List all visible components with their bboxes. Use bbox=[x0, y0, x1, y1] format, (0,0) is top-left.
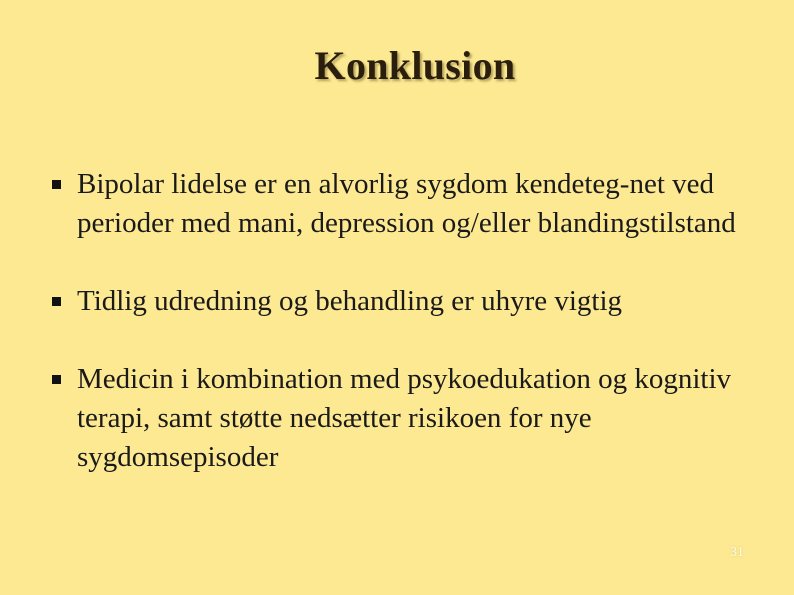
bullet-item bbox=[52, 360, 782, 477]
square-bullet-icon bbox=[52, 180, 61, 189]
slide-title: Konklusion bbox=[314, 43, 516, 88]
bullet-text: Bipolar lidelse er en alvorlig sygdom kendeteg-net ved perioder med mani, depression og/eller blandingstilstand bbox=[77, 168, 736, 239]
bullet-text: Medicin i kombination med psykoedukation og kognitiv terapi, samt støtte nedsætter risikoen for nye sygdomsepisoder bbox=[77, 363, 732, 473]
bullet-list bbox=[52, 165, 782, 477]
square-bullet-icon bbox=[52, 297, 61, 306]
bullet-item bbox=[52, 165, 782, 243]
page-number: 31 bbox=[730, 545, 744, 560]
bullet-item bbox=[52, 282, 782, 321]
square-bullet-icon bbox=[52, 375, 61, 384]
bullet-text: Tidlig udredning og behandling er uhyre vigtig bbox=[77, 285, 623, 317]
